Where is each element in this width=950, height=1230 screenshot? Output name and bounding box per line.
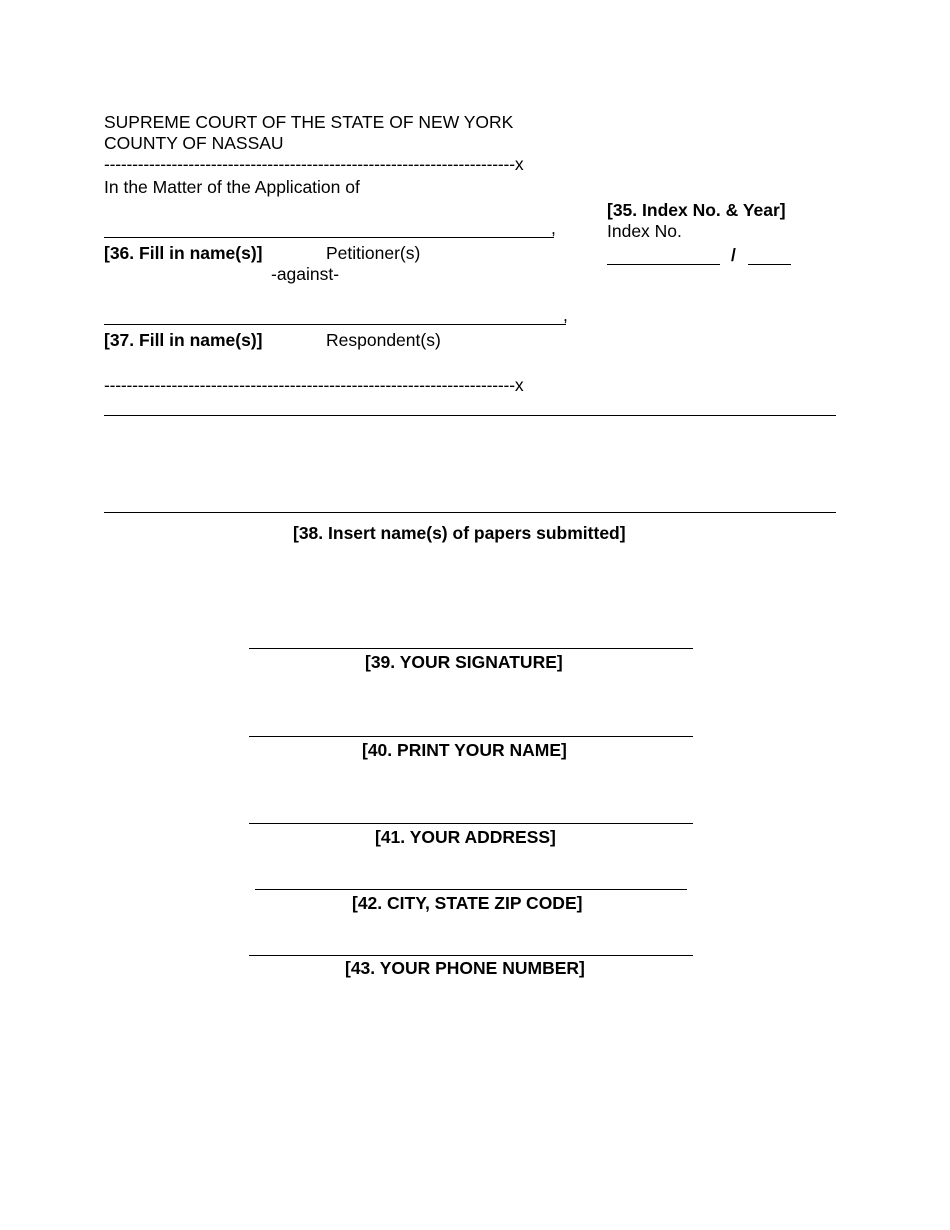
index-number-label: Index No. (607, 221, 682, 241)
petitioner-fill-instruction: [36. Fill in name(s)] (104, 243, 263, 263)
county-name: COUNTY OF NASSAU (104, 133, 284, 153)
index-separator: / (731, 245, 736, 265)
respondent-party-label: Respondent(s) (326, 330, 441, 350)
caption-top-dashed-rule: -------------------------------------------------------------------------x (104, 154, 524, 174)
print-name-line[interactable] (249, 736, 693, 737)
signature-caption: [39. YOUR SIGNATURE] (365, 652, 563, 672)
against-label: -against- (271, 264, 340, 284)
papers-submitted-caption: [38. Insert name(s) of papers submitted] (293, 523, 626, 543)
petitioner-name-blank[interactable] (104, 215, 554, 238)
index-number-title: [35. Index No. & Year] (607, 200, 786, 220)
signature-line[interactable] (249, 648, 693, 649)
papers-submitted-rule-bottom[interactable] (104, 512, 836, 513)
petitioner-party-label: Petitioner(s) (326, 243, 421, 263)
city-state-zip-caption: [42. CITY, STATE ZIP CODE] (352, 893, 583, 913)
address-line[interactable] (249, 823, 693, 824)
petitioner-comma: , (551, 218, 556, 238)
respondent-name-blank[interactable] (104, 302, 566, 325)
phone-number-caption: [43. YOUR PHONE NUMBER] (345, 958, 585, 978)
city-state-zip-line[interactable] (255, 889, 687, 890)
respondent-comma: , (563, 305, 568, 325)
respondent-fill-instruction: [37. Fill in name(s)] (104, 330, 263, 350)
court-name: SUPREME COURT OF THE STATE OF NEW YORK (104, 112, 514, 132)
phone-number-line[interactable] (249, 955, 693, 956)
index-year-blank[interactable] (748, 248, 791, 265)
papers-submitted-rule-top[interactable] (104, 415, 836, 416)
address-caption: [41. YOUR ADDRESS] (375, 827, 556, 847)
print-name-caption: [40. PRINT YOUR NAME] (362, 740, 567, 760)
in-the-matter-line: In the Matter of the Application of (104, 177, 360, 197)
index-number-blank[interactable] (607, 248, 720, 265)
caption-bottom-dashed-rule: -------------------------------------------------------------------------x (104, 375, 524, 395)
